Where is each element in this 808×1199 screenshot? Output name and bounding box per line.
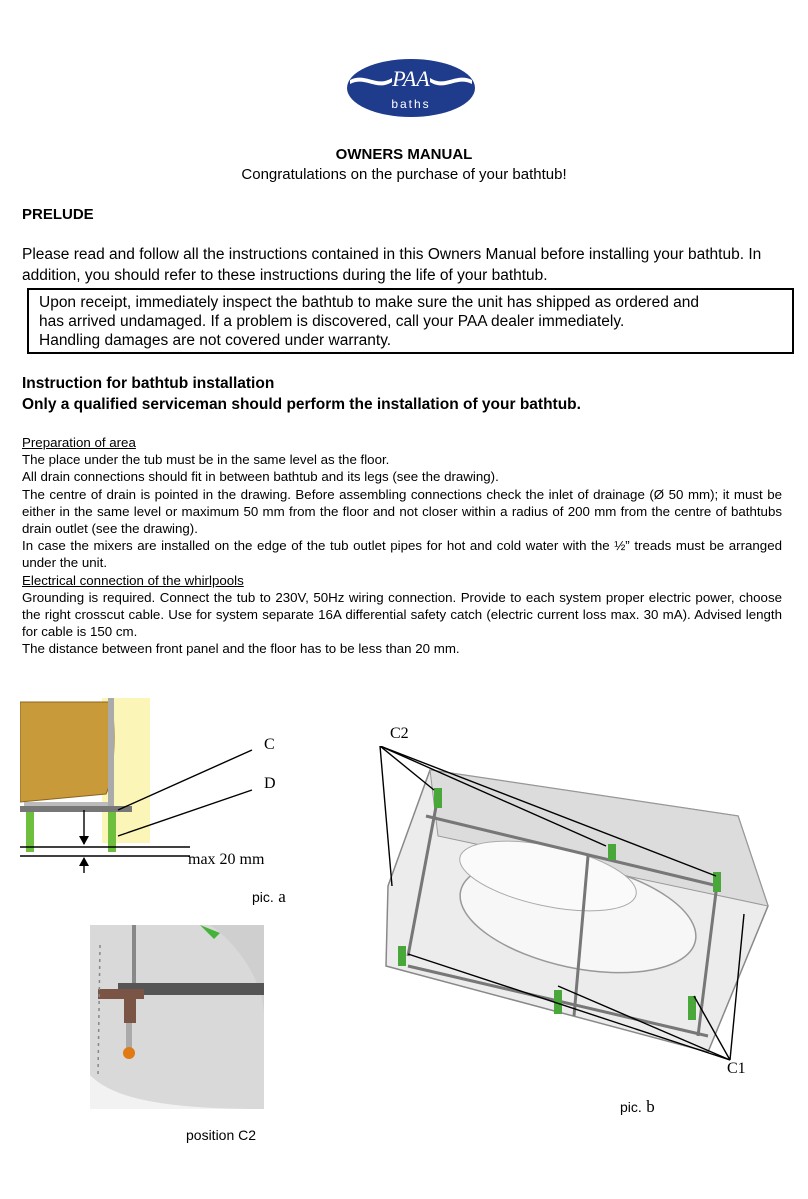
elec-paragraph: The distance between front panel and the floor has to be less than 20 mm.: [22, 641, 460, 657]
notice-line: has arrived undamaged. If a problem is discovered, call your PAA dealer immediately.: [39, 313, 625, 330]
pic-b-caption: pic. b: [620, 1097, 655, 1116]
label-c: C: [264, 736, 275, 753]
pic-b-drawing: [378, 746, 778, 1066]
elec-heading: Electrical connection of the whirlpools: [22, 572, 244, 588]
prelude-intro: Please read and follow all the instructions contained in this Owners Manual before installing your bathtub. In addition, you should refer to these instructions during the life of your bathtub.: [22, 246, 762, 284]
notice-line: Upon receipt, immediately inspect the bathtub to make sure the unit has shipped as ordered and: [39, 294, 700, 311]
paa-baths-logo: [346, 58, 476, 120]
svg-text:baths: baths: [391, 97, 431, 111]
elec-paragraph: Grounding is required. Connect the tub to 230V, 50Hz wiring connection. Provide to each system proper electric power, choose the right crosscut cable. Use for system separate 16A differential safety catch (electric current loss max. 30 mA). Advised length for cable is 150 cm.: [22, 589, 782, 640]
prep-paragraph: The place under the tub must be in the same level as the floor.: [22, 452, 390, 468]
prelude-heading: PRELUDE: [22, 206, 94, 223]
prep-heading: Preparation of area: [22, 435, 136, 450]
installation-body: [22, 434, 782, 658]
label-d: D: [264, 775, 276, 792]
position-c2-caption: position C2: [186, 1127, 257, 1143]
installation-subheading: Only a qualified serviceman should perform the installation of your bathtub.: [22, 396, 581, 413]
prep-paragraph: The centre of drain is pointed in the drawing. Before assembling connections check the inlet of drainage (Ø 50 mm); it must be either in the same level or maximum 50 mm from the floor and not closer within a radius of 200 mm from the centre of bathtubs drain outlet (see the drawing).: [22, 486, 782, 537]
prep-paragraph: All drain connections should fit in between bathtub and its legs (see the drawing).: [22, 469, 499, 485]
label-c2: C2: [390, 725, 409, 742]
installation-heading: Instruction for bathtub installation: [22, 375, 275, 392]
notice-line: Handling damages are not covered under warranty.: [39, 332, 392, 349]
max-distance-label: max 20 mm: [188, 851, 265, 868]
position-c2-photo: [90, 925, 264, 1109]
notice-box: [27, 288, 794, 354]
manual-title: OWNERS MANUAL: [335, 146, 473, 163]
pic-a-caption: pic. a: [252, 887, 286, 906]
svg-text:PAA: PAA: [392, 66, 430, 91]
label-c1: C1: [727, 1060, 746, 1077]
prep-paragraph: In case the mixers are installed on the edge of the tub outlet pipes for hot and cold water with the ½” treads must be arranged under the unit.: [22, 538, 782, 571]
manual-subtitle: Congratulations on the purchase of your bathtub!: [241, 166, 567, 183]
